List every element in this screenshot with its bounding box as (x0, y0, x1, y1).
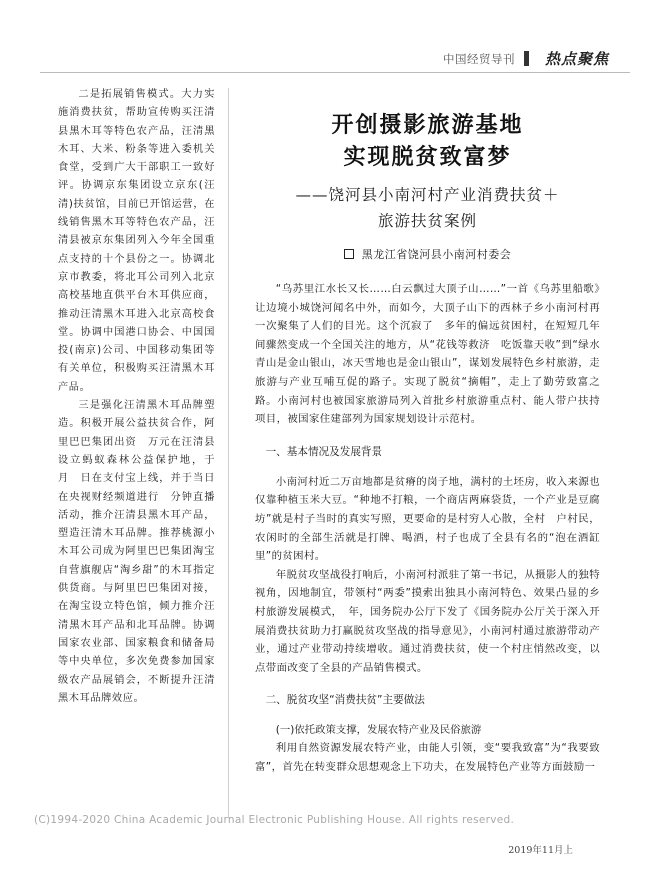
article-title (255, 110, 600, 174)
author-name: 黑龙江省饶河县小南河村委会 (361, 248, 512, 261)
title-line-2: 实现脱贫致富梦 (343, 145, 512, 170)
section-2-paragraph-1: 利用自然资源发展农特产业，由能人引领，变“要我致富”为“我要致富”，首先在转变群众思想观念上下功夫，在发展特色产业等方面鼓励一 (255, 742, 600, 773)
section-2-heading: 二、脱贫攻坚“消费扶贫”主要做法 (265, 694, 425, 707)
header-rule (40, 72, 630, 73)
journal-name: 中国经贸导刊 (443, 52, 515, 66)
section-1-paragraph-2: 年脱贫攻坚战役打响后，小南河村派驻了第一书记，从摄影人的独特视角，因地制宜，带领村“两委”摸索出独具小南河特色、效果凸显的乡村旅游发展模式， 年，国务院办公厅下发了《国务院办公厅关于深入开展消费扶贫助力打赢脱贫攻坚战的指导意见》，小南河村通过旅游带动产业，通过产业带动持续增收。通过消费扶贫，使一个村庄悄然改变，以点带面改变了全县的产品销售模式。 (255, 568, 600, 674)
article-column (255, 110, 600, 776)
left-paragraph-3: 三是强化汪清黑木耳品牌塑造。积极开展公益扶贫合作，阿里巴巴集团出资 万元在汪清县设立蚂蚁森林公益保护地，于 月 日在支付宝上线，并于当日在央视财经频道进行 分钟直播活动，推介汪清县黑木耳产品，塑造汪清木耳品牌。推荐桃源小木耳公司成为阿里巴巴集团淘宝自营旗舰店“淘乡甜”的木耳指定供货商。与阿里巴巴集团对接，在淘宝设立特色馆，倾力推介汪清黑木耳产品和北耳品牌。协调国家农业部、国家粮食和储备局等中央单位，多次免费参加国家级农产品展销会，不断提升汪清黑木耳品牌效应。 (58, 400, 226, 704)
copyright-watermark: (C)1994-2020 China Academic Journal Electronic Publishing House. All rights reserved. (34, 814, 515, 826)
title-line-1: 开创摄影旅游基地 (331, 113, 524, 138)
section-title: 热点聚焦 (544, 50, 609, 68)
header-divider-bar (524, 51, 529, 66)
article-body (255, 280, 600, 776)
page-header (0, 48, 661, 72)
left-paragraph-2: 二是拓展销售模式。大力实施消费扶贫，帮助宣传购买汪清县黑木耳等特色农产品，汪清黑木耳、大米、粉条等进入委机关食堂，受到广大干部职工一致好评。协调京东集团设立京东(汪清)扶贫馆，目前已开馆运营，在线销售黑木耳等特色农产品，汪清县被京东集团列入今年全国重点支持的十个县份之一。协调北京市教委，将北耳公司列入北京高校基地直供平台木耳供应商，推动汪清黑木耳进入北京高校食堂。协调中国港口协会、中国国投(南京)公司、中国移动集团等有关单位，积极购买汪清黑木耳产品。 (58, 89, 215, 393)
subtitle-line-1: ——饶河县小南河村产业消费扶贫＋ (295, 186, 560, 204)
section-2-subheading: (一)依托政策支撑，发展农特产业及民俗旅游 (275, 724, 482, 737)
section-1-heading: 一、基本情况及发展背景 (265, 445, 383, 458)
byline (255, 246, 600, 262)
intro-paragraph: “乌苏里江水长又长……白云飘过大顶子山……”一首《乌苏里船歌》让边境小城饶河闻名中外，而如今，大顶子山下的西林子乡小南河村再一次聚集了人们的目光。这个沉寂了 多年的偏远贫困村，在短短几年间骤然变成一个全国关注的地方，从“花钱等救济 吃饭靠天收”到“绿水青山是金山银山，冰天雪地也是金山银山”，谋划发展特色乡村旅游，走旅游与产业互哺互促的路子。实现了脱贫“摘帽”，走上了勤劳致富之路。小南河村也被国家旅游局列入首批乡村旅游重点村、能人带户扶持项目，被国家住建部列为国家规划设计示范村。 (255, 283, 600, 426)
column-divider (228, 88, 229, 818)
byline-box-icon (344, 249, 354, 259)
left-column (58, 86, 226, 708)
subtitle-line-2: 旅游扶贫案例 (377, 212, 477, 230)
issue-footer: 2019年11月上 (508, 845, 573, 856)
article-subtitle (255, 182, 600, 234)
section-1-paragraph-1: 小南河村近二万亩地都是贫瘠的岗子地，满村的土坯房，收入来源也仅靠种植玉米大豆。“种地不打粮，一个商店两麻袋货，一个产业是豆腐坊”就是村子当时的真实写照，更要命的是村穷人心散，全村 户村民，农闲时的全部生活就是打牌、喝酒，村子也成了全县有名的“泡在酒缸里”的贫困村。 (255, 475, 600, 563)
